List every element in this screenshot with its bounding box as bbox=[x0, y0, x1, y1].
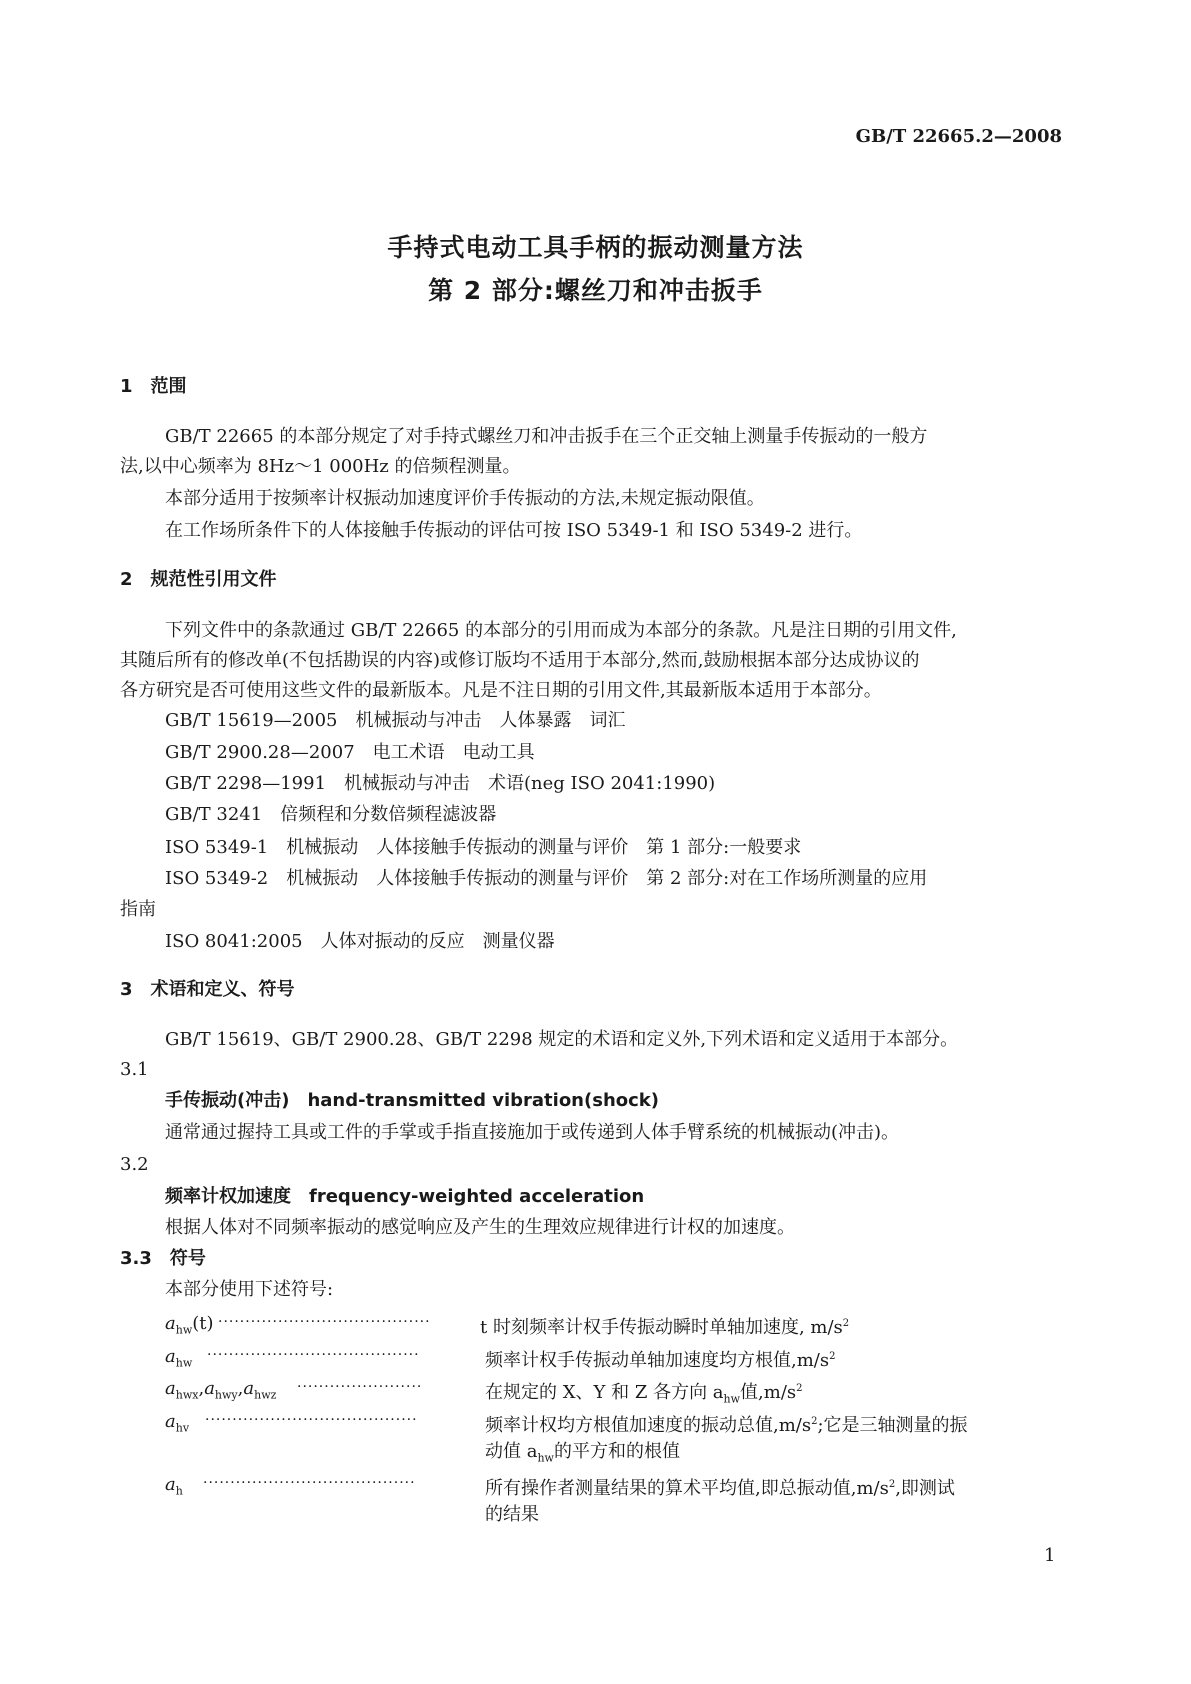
page-number: 1 bbox=[1044, 1545, 1056, 1566]
paragraph: 在工作场所条件下的人体接触手传振动的评估可按 ISO 5349-1 和 ISO 5349-2 进行。 bbox=[165, 520, 863, 541]
clause-number: 3.1 bbox=[120, 1059, 149, 1080]
symbol-description: 频率计权手传振动单轴加速度均方根值$,m/s^2$ bbox=[485, 1350, 836, 1371]
reference-item: ISO 5349-1 机械振动 人体接触手传振动的测量与评价 第 1 部分:一般要求 bbox=[165, 837, 802, 858]
paragraph: GB/T 22665 的本部分规定了对手持式螺丝刀和冲击扳手在三个正交轴上测量手传振动的一般方 bbox=[165, 426, 928, 447]
standard-code: GB/T 22665.2—2008 bbox=[855, 126, 1062, 147]
symbol-description: 所有操作者测量结果的算术平均值,即总振动值$,m/s^2$,即测试 bbox=[485, 1478, 955, 1499]
reference-item-continued: 指南 bbox=[120, 899, 156, 920]
leader-dots: ······································· bbox=[218, 1314, 431, 1330]
leader-dots: ······················· bbox=[297, 1379, 423, 1395]
symbol: $a_{hv}$ bbox=[165, 1411, 190, 1435]
definition: 根据人体对不同频率振动的感觉响应及产生的生理效应规律进行计权的加速度。 bbox=[165, 1217, 795, 1238]
symbol-description-continued: 的结果 bbox=[485, 1504, 539, 1525]
section-heading-scope: 1 范围 bbox=[120, 376, 187, 397]
symbol-description: t 时刻频率计权手传振动瞬时单轴加速度, $m/s^2$ bbox=[480, 1317, 850, 1338]
symbol: $a_h$ bbox=[165, 1474, 183, 1498]
paragraph: 下列文件中的条款通过 GB/T 22665 的本部分的引用而成为本部分的条款。凡是注日期的引用文件, bbox=[165, 620, 957, 641]
paragraph: GB/T 15619、GB/T 2900.28、GB/T 2298 规定的术语和定义外,下列术语和定义适用于本部分。 bbox=[165, 1029, 959, 1050]
definition: 通常通过握持工具或工件的手掌或手指直接施加于或传递到人体手臂系统的机械振动(冲击)。 bbox=[165, 1122, 900, 1143]
paragraph: 各方研究是否可使用这些文件的最新版本。凡是不注日期的引用文件,其最新版本适用于本部分。 bbox=[120, 680, 882, 701]
paragraph: 其随后所有的修改单(不包括勘误的内容)或修订版均不适用于本部分,然而,鼓励根据本部分达成协议的 bbox=[120, 650, 920, 671]
paragraph: 本部分适用于按频率计权振动加速度评价手传振动的方法,未规定振动限值。 bbox=[165, 488, 765, 509]
leader-dots: ······································· bbox=[203, 1475, 416, 1491]
leader-dots: ······································· bbox=[205, 1412, 418, 1428]
page-title: 手持式电动工具手柄的振动测量方法 bbox=[387, 233, 804, 262]
symbol: $a_{hw}$ bbox=[165, 1346, 193, 1370]
reference-item: ISO 8041:2005 人体对振动的反应 测量仪器 bbox=[165, 931, 555, 952]
section-heading-references: 2 规范性引用文件 bbox=[120, 569, 277, 590]
symbol: $a_{hwx},a_{hwy},a_{hwz}$ bbox=[165, 1378, 277, 1402]
term: 手传振动(冲击) hand-transmitted vibration(shock) bbox=[165, 1090, 659, 1111]
section-heading-terms: 3 术语和定义、符号 bbox=[120, 979, 295, 1000]
symbol-description: 频率计权均方根值加速度的振动总值$,m/s^2$;它是三轴测量的振 bbox=[485, 1415, 968, 1436]
reference-item: GB/T 2900.28—2007 电工术语 电动工具 bbox=[165, 742, 535, 763]
clause-heading-symbols: 3.3 符号 bbox=[120, 1248, 206, 1269]
symbol-description: 在规定的 X、Y 和 Z 各方向 $a_{hw}$值$,m/s^2$ bbox=[485, 1382, 803, 1406]
reference-item: ISO 5349-2 机械振动 人体接触手传振动的测量与评价 第 2 部分:对在工作场所测量的应用 bbox=[165, 868, 928, 889]
reference-item: GB/T 2298—1991 机械振动与冲击 术语(neg ISO 2041:1990) bbox=[165, 773, 716, 794]
term: 频率计权加速度 frequency-weighted acceleration bbox=[165, 1186, 645, 1207]
paragraph: 法,以中心频率为 8Hz～1 000Hz 的倍频程测量。 bbox=[120, 456, 521, 477]
leader-dots: ······································· bbox=[207, 1347, 420, 1363]
reference-item: GB/T 15619—2005 机械振动与冲击 人体暴露 词汇 bbox=[165, 710, 626, 731]
page-subtitle: 第 2 部分:螺丝刀和冲击扳手 bbox=[428, 276, 763, 305]
reference-item: GB/T 3241 倍频程和分数倍频程滤波器 bbox=[165, 804, 497, 825]
clause-number: 3.2 bbox=[120, 1154, 149, 1175]
symbol: $a_{hw}(t)$ bbox=[165, 1313, 214, 1337]
symbol-description-continued: 动值 $a_{hw}$的平方和的根值 bbox=[485, 1441, 680, 1465]
paragraph: 本部分使用下述符号: bbox=[165, 1279, 334, 1300]
